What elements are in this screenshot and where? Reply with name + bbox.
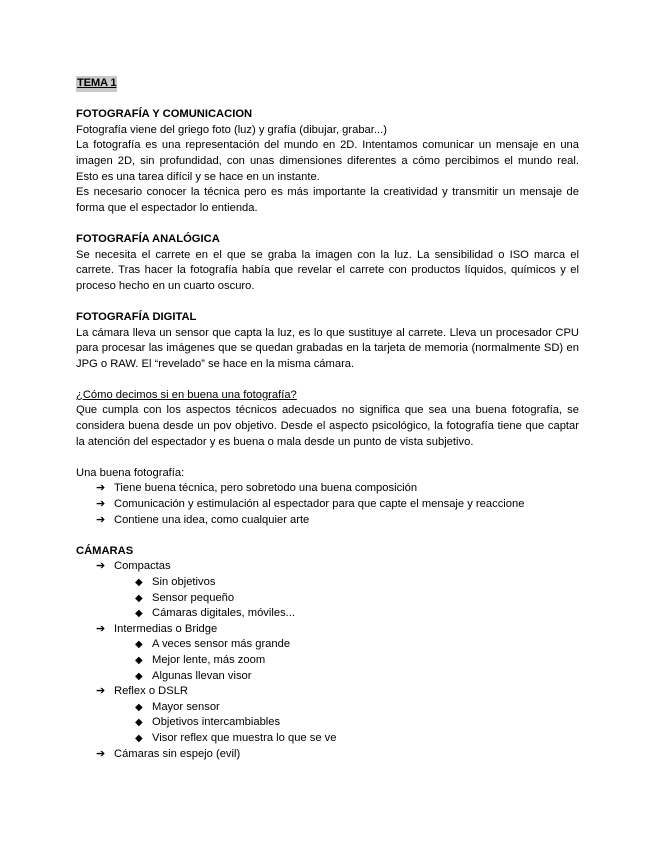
list-item: ◆ Algunas llevan visor <box>76 669 579 685</box>
list-item: ➔ Compactas <box>76 559 579 575</box>
cameras-list <box>76 559 579 762</box>
diamond-bullet-icon: ◆ <box>135 654 143 666</box>
spacer <box>76 92 579 108</box>
section-heading-photo-communication: FOTOGRAFÍA Y COMUNICACION <box>76 108 253 121</box>
document-page <box>76 76 579 762</box>
diamond-bullet-icon: ◆ <box>135 670 143 682</box>
list-item: ➔ Reflex o DSLR <box>76 684 579 700</box>
section-heading-analog: FOTOGRAFÍA ANALÓGICA <box>76 232 220 245</box>
list-item: ◆ Objetivos intercambiables <box>76 715 579 731</box>
arrow-bullet-icon: ➔ <box>96 622 106 635</box>
diamond-bullet-icon: ◆ <box>135 717 143 729</box>
paragraph: La fotografía es una representación del mundo en 2D. Intentamos comunicar un mensaje en una imagen 2D, sin profundidad, con unas dimensiones diferentes a cómo percibimos el mundo real. Esto es una tarea difícil y se hace en un instante. <box>76 139 579 183</box>
list-item: ➔ Contiene una idea, como cualquier arte <box>76 513 579 529</box>
spacer <box>76 216 579 232</box>
list-item: ➔ Intermedias o Bridge <box>76 622 579 638</box>
diamond-bullet-icon: ◆ <box>135 701 143 713</box>
diamond-bullet-icon: ◆ <box>135 577 143 588</box>
list-intro: Una buena fotografía: <box>76 466 185 479</box>
topic-label: TEMA 1 <box>76 76 117 92</box>
diamond-bullet-icon: ◆ <box>135 639 143 651</box>
question-subheading: ¿Cómo decimos si en buena una fotografía? <box>76 388 297 401</box>
section-heading-digital: FOTOGRAFÍA DIGITAL <box>76 310 197 323</box>
spacer <box>76 294 579 310</box>
list-item: ◆ Cámaras digitales, móviles... <box>76 606 579 622</box>
spacer <box>76 528 579 544</box>
arrow-bullet-icon: ➔ <box>96 685 106 698</box>
list-item: ➔ Comunicación y estimulación al espectador para que capte el mensaje y reaccione <box>76 497 579 513</box>
arrow-bullet-icon: ➔ <box>96 513 106 526</box>
arrow-bullet-icon: ➔ <box>96 560 106 573</box>
list-item: ◆ Visor reflex que muestra lo que se ve <box>76 731 579 747</box>
list-item: ➔ Cámaras sin espejo (evil) <box>76 747 579 763</box>
diamond-bullet-icon: ◆ <box>135 592 143 604</box>
arrow-bullet-icon: ➔ <box>96 747 106 760</box>
spacer <box>76 372 579 388</box>
paragraph: Es necesario conocer la técnica pero es más importante la creatividad y transmitir un mensaje de forma que el espectador lo entienda. <box>76 186 579 214</box>
list-item: ➔ Tiene buena técnica, pero sobretodo una buena composición <box>76 481 579 497</box>
diamond-bullet-icon: ◆ <box>135 608 143 620</box>
paragraph: Fotografía viene del griego foto (luz) y grafía (dibujar, grabar...) <box>76 123 387 136</box>
good-photo-list <box>76 481 579 528</box>
spacer <box>76 450 579 466</box>
list-item: ◆ Sin objetivos <box>76 575 579 591</box>
list-item: ◆ Sensor pequeño <box>76 591 579 607</box>
paragraph: Que cumpla con los aspectos técnicos adecuados no significa que sea una buena fotografía, se considera buena desde un pov objetivo. Desde el aspecto psicológico, la fotografía tiene que captar la atención del espectador y es buena o mala desde un punto de vista subjetivo. <box>76 404 579 448</box>
arrow-bullet-icon: ➔ <box>96 498 106 511</box>
topic-label-line <box>76 76 579 92</box>
list-item: ◆ A veces sensor más grande <box>76 637 579 653</box>
list-item: ◆ Mayor sensor <box>76 700 579 716</box>
section-heading-cameras: CÁMARAS <box>76 544 134 557</box>
paragraph: La cámara lleva un sensor que capta la luz, es lo que sustituye al carrete. Lleva un procesador CPU para procesar las imágenes que se quedan grabadas en la tarjeta de memoria (normalmente SD) en JPG o RAW. El “revelado” se hace en la misma cámara. <box>76 326 579 370</box>
arrow-bullet-icon: ➔ <box>96 482 106 495</box>
paragraph: Se necesita el carrete en el que se graba la imagen con la luz. La sensibilidad o ISO marca el carrete. Tras hacer la fotografía había que revelar el carrete con productos líquidos, químicos y el proceso hecho en un cuarto oscuro. <box>76 248 579 292</box>
list-item: ◆ Mejor lente, más zoom <box>76 653 579 669</box>
diamond-bullet-icon: ◆ <box>135 732 143 744</box>
